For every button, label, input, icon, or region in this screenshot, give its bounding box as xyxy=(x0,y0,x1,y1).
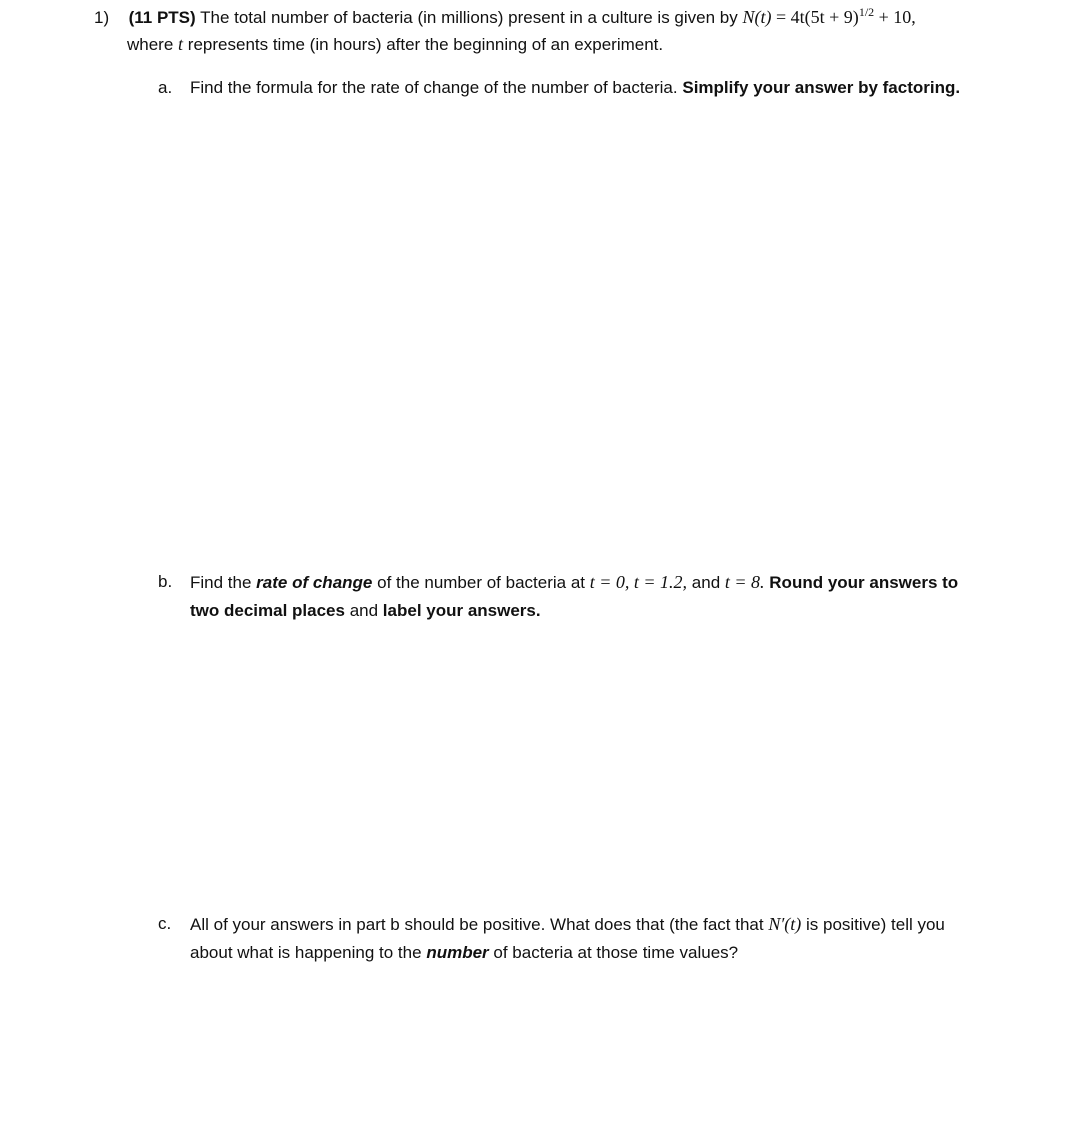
formula-exponent: 1/2 xyxy=(858,5,875,19)
part-b-bold-2: two decimal places xyxy=(190,601,345,620)
formula xyxy=(743,7,916,27)
formula-equals: = xyxy=(776,7,787,27)
formula-lhs: N(t) xyxy=(742,7,772,27)
variable-t: t xyxy=(178,34,184,54)
line2-suffix: represents time (in hours) after the beginning of an experiment. xyxy=(187,35,664,54)
question-intro: The total number of bacteria (in millions) present in a culture is given by xyxy=(200,8,738,27)
part-c-text xyxy=(190,910,1038,967)
part-c-letter: c. xyxy=(158,914,172,933)
line2-prefix: where xyxy=(127,35,174,54)
part-a-instruction: Simplify your answer by factoring. xyxy=(682,78,961,97)
part-b-text-4: and xyxy=(349,601,379,620)
part-a-question: Find the formula for the rate of change of the number of bacteria. xyxy=(190,78,678,97)
part-b-text-1: Find the xyxy=(190,573,252,592)
part-b-math-2: t = 8. xyxy=(724,572,765,592)
part-b-letter: b. xyxy=(158,572,173,591)
part-c-math-1: N′(t) xyxy=(768,914,802,934)
part-b-text xyxy=(190,568,1038,625)
part-c-text-3: about what is happening to the xyxy=(190,943,422,962)
part-b-bold-3: label your answers. xyxy=(382,601,541,620)
question-line-2 xyxy=(127,33,663,56)
part-b-emphasis: rate of change xyxy=(256,573,373,592)
points-label: (11 PTS) xyxy=(128,8,196,27)
question-line-1 xyxy=(94,6,916,29)
formula-rhs-tail: + 10, xyxy=(878,7,916,27)
part-c-text-4: of bacteria at those time values? xyxy=(493,943,739,962)
part-c-emphasis: number xyxy=(426,943,489,962)
part-b-bold-1: Round your answers to xyxy=(769,573,959,592)
part-c-text-2: is positive) tell you xyxy=(806,915,945,934)
part-b-text-2: of the number of bacteria at xyxy=(377,573,586,592)
part-c-text-1: All of your answers in part b should be positive. What does that (the fact that xyxy=(190,915,764,934)
part-b-math-1: t = 0, t = 1.2, xyxy=(589,572,688,592)
question-number: 1) xyxy=(94,8,110,27)
formula-rhs-base: 4t(5t + 9) xyxy=(790,7,859,27)
part-b-text-3: and xyxy=(691,573,721,592)
part-a-text xyxy=(190,74,1038,102)
part-a-letter: a. xyxy=(158,78,173,97)
